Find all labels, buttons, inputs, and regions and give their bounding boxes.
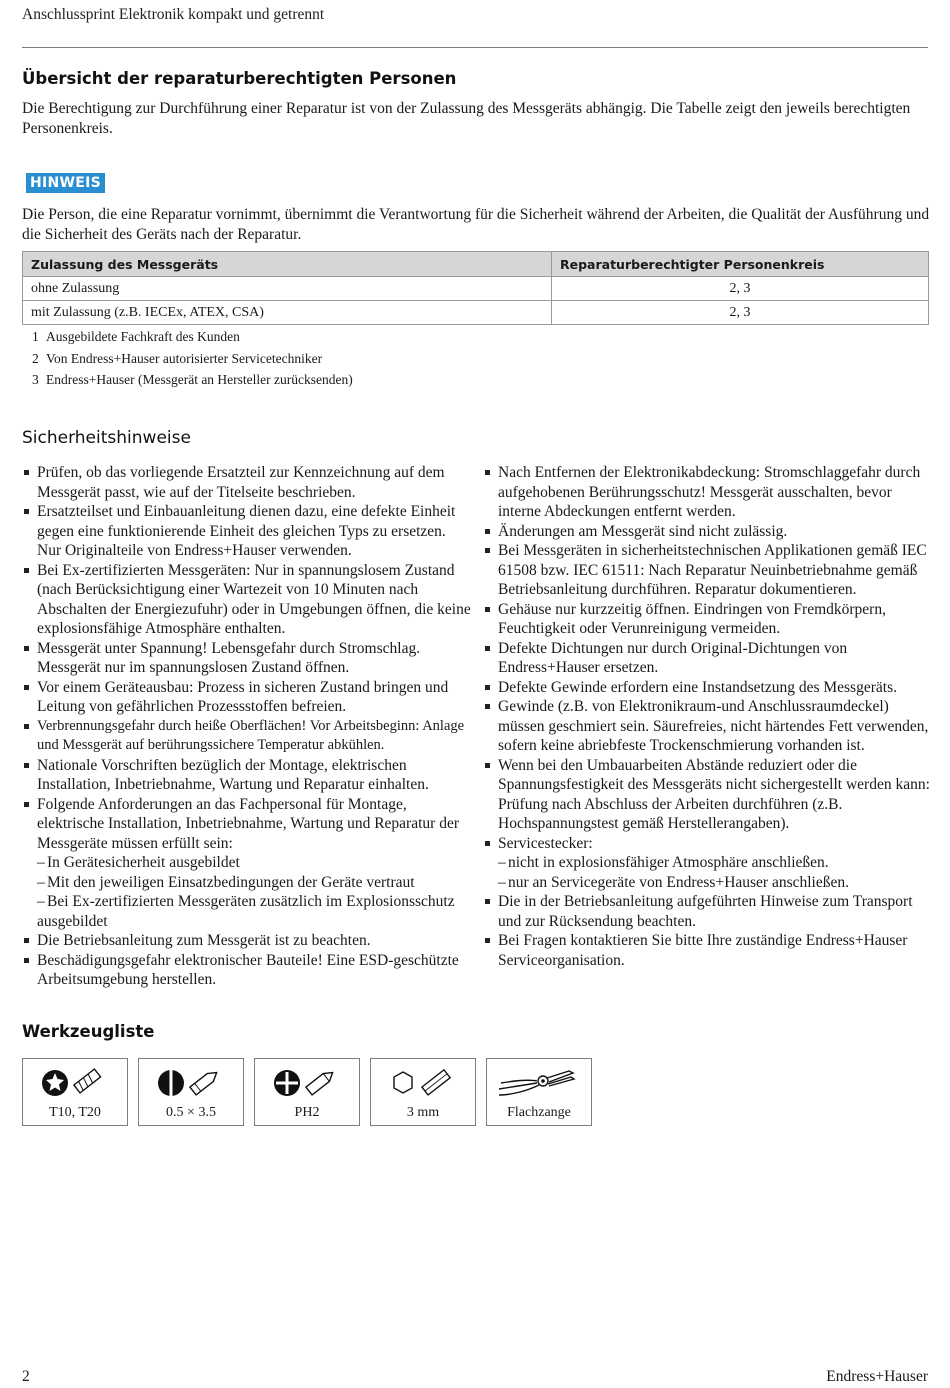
torx-screwdriver-icon xyxy=(33,1065,117,1101)
list-item: Servicestecker: – nicht in explosionsfähiger Atmosphäre anschließen. – nur an Servicegeräte von Endress+Hauser anschließen. xyxy=(483,834,933,893)
table-header-row xyxy=(23,252,929,277)
table-header-cell: Reparaturberechtigter Personenkreis xyxy=(552,252,929,277)
legend-item xyxy=(32,348,353,370)
tool-label: Flachzange xyxy=(507,1105,571,1120)
list-item: Messgerät unter Spannung! Lebensgefahr durch Stromschlag. Messgerät nur im spannungslosen Zustand öffnen. xyxy=(22,639,472,678)
list-item: Nationale Vorschriften bezüglich der Montage, elektrischen Installation, Inbetriebnahme, Wartung und Reparatur einhalten. xyxy=(22,756,472,795)
safety-list-left xyxy=(22,463,472,990)
legend-item xyxy=(32,326,353,348)
tool-slotted xyxy=(138,1058,244,1126)
list-item: Prüfen, ob das vorliegende Ersatzteil zur Kennzeichnung auf dem Messgerät passt, wie auf der Titelseite beschrieben. xyxy=(22,463,472,502)
safety-list-right xyxy=(483,463,933,970)
tool-phillips xyxy=(254,1058,360,1126)
tool-hex xyxy=(370,1058,476,1126)
sub-list-item: – Bei Ex-zertifizierten Messgeräten zusätzlich im Explosionsschutz ausgebildet xyxy=(37,893,455,930)
table-cell: ohne Zulassung xyxy=(23,277,552,301)
list-item: Ersatzteilset und Einbauanleitung dienen dazu, eine defekte Einheit gegen eine funktionierende Einheit des gleichen Typs zu ersetzen. Nur Originalteile von Endress+Hauser verwenden. xyxy=(22,502,472,561)
list-item: Bei Fragen kontaktieren Sie bitte Ihre zuständige Endress+Hauser Serviceorganisation. xyxy=(483,931,933,970)
list-item: Defekte Dichtungen nur durch Original-Dichtungen von Endress+Hauser ersetzen. xyxy=(483,639,933,678)
brand-footer: Endress+Hauser xyxy=(826,1368,928,1385)
list-item: Gehäuse nur kurzzeitig öffnen. Eindringen von Fremdkörpern, Feuchtigkeit oder Verunreinigung vermeiden. xyxy=(483,600,933,639)
header-divider xyxy=(22,47,928,48)
legend-number: 2 xyxy=(32,350,39,366)
tool-list xyxy=(22,1058,592,1126)
table-legend xyxy=(32,326,353,391)
list-item: Vor einem Geräteausbau: Prozess in sicheren Zustand bringen und Leitung von gefährlichen Prozessstoffen befreien. xyxy=(22,678,472,717)
sub-list-item: – Mit den jeweiligen Einsatzbedingungen der Geräte vertraut xyxy=(37,873,415,891)
list-item: Gewinde (z.B. von Elektronikraum-und Anschlussraumdeckel) müssen geschmiert sein. Säurefreies, nicht härtendes Fett verwenden, sofern keine abriebfeste Trockenschmierung vorhanden ist. xyxy=(483,697,933,756)
list-item: Nach Entfernen der Elektronikabdeckung: Stromschlaggefahr durch aufgehobenen Berührungsschutz! Messgerät ausschalten, bevor interne Abdeckungen entfernt werden. xyxy=(483,463,933,522)
repair-authorization-table xyxy=(22,251,929,325)
list-item: Wenn bei den Umbauarbeiten Abstände reduziert oder die Spannungsfestigkeit des Messgeräts nicht sichergestellt werden kann: Prüfung nach Abschluss der Arbeiten durchführen (z.B. Hochspannungstest gemäß Herstellerangaben). xyxy=(483,756,933,834)
tool-label: 3 mm xyxy=(406,1105,440,1120)
legend-item xyxy=(32,369,353,391)
list-item: Verbrennungsgefahr durch heiße Oberflächen! Vor Arbeitsbeginn: Anlage und Messgerät auf berührungssichere Temperatur abkühlen. xyxy=(22,717,472,756)
sub-list-item: – nur an Servicegeräte von Endress+Hauser anschließen. xyxy=(498,873,849,891)
legend-text: Ausgebildete Fachkraft des Kunden xyxy=(46,329,240,344)
tool-torx xyxy=(22,1058,128,1126)
flat-nose-pliers-icon xyxy=(497,1065,581,1101)
legend-text: Von Endress+Hauser autorisierter Servicetechniker xyxy=(46,350,323,366)
legend-number: 1 xyxy=(32,329,39,344)
table-cell: 2, 3 xyxy=(552,301,929,325)
notice-badge: HINWEIS xyxy=(26,173,105,193)
list-item: Bei Ex-zertifizierten Messgeräten: Nur in spannungslosem Zustand (nach Berücksichtigung einer Wartezeit von 10 Minuten nach Abschalten der Energiezufuhr) oder in Umgebungen öffnen, die keine explosionsfähige Atmosphäre enthalten. xyxy=(22,561,472,639)
list-item: Folgende Anforderungen an das Fachpersonal für Montage, elektrische Installation, Inbetriebnahme, Wartung und Reparatur der Messgeräte müssen erfüllt sein: – In Gerätesicherheit ausgebildet – Mit den jeweiligen Einsatzbedingungen der Geräte vertraut – Bei Ex-zertifizierten Messgeräten zusätzlich im Explosionsschutz ausgebildet xyxy=(22,795,472,932)
slotted-screwdriver-icon xyxy=(149,1065,233,1101)
phillips-screwdriver-icon xyxy=(265,1065,349,1101)
safety-heading: Sicherheitshinweise xyxy=(22,428,191,448)
tool-label: PH2 xyxy=(294,1105,320,1120)
table-row xyxy=(23,277,929,301)
notice-text: Die Person, die eine Reparatur vornimmt, übernimmt die Verantwortung für die Sicherheit während der Arbeiten, die Qualität der Ausführung und die Sicherheit des Geräts nach der Reparatur. xyxy=(22,206,930,243)
tool-pliers xyxy=(486,1058,592,1126)
tool-label: T10, T20 xyxy=(49,1105,101,1120)
list-item: Die Betriebsanleitung zum Messgerät ist zu beachten. xyxy=(22,931,472,951)
table-cell: 2, 3 xyxy=(552,277,929,301)
table-cell: mit Zulassung (z.B. IECEx, ATEX, CSA) xyxy=(23,301,552,325)
list-item: Defekte Gewinde erfordern eine Instandsetzung des Messgeräts. xyxy=(483,678,933,698)
tools-heading: Werkzeugliste xyxy=(22,1022,155,1041)
page-number: 2 xyxy=(22,1368,30,1385)
table-row xyxy=(23,301,929,325)
sub-list-item: – In Gerätesicherheit ausgebildet xyxy=(37,854,240,871)
header-title: Anschlussprint Elektronik kompakt und getrennt xyxy=(22,6,325,23)
legend-number: 3 xyxy=(32,372,39,387)
list-item: Änderungen am Messgerät sind nicht zulässig. xyxy=(483,522,933,542)
list-item: Die in der Betriebsanleitung aufgeführten Hinweise zum Transport und zur Rücksendung beachten. xyxy=(483,892,933,931)
hex-key-icon xyxy=(381,1065,465,1101)
legend-text: Endress+Hauser (Messgerät an Hersteller zurücksenden) xyxy=(46,372,353,387)
sub-list-item: – nicht in explosionsfähiger Atmosphäre anschließen. xyxy=(498,854,829,871)
overview-heading: Übersicht der reparaturberechtigten Personen xyxy=(22,69,457,88)
table-header-cell: Zulassung des Messgeräts xyxy=(23,252,552,277)
list-item: Beschädigungsgefahr elektronischer Bauteile! Eine ESD-geschützte Arbeitsumgebung herstellen. xyxy=(22,951,472,990)
overview-intro: Die Berechtigung zur Durchführung einer Reparatur ist von der Zulassung des Messgeräts abhängig. Die Tabelle zeigt den jeweils berechtigten Personenkreis. xyxy=(22,100,911,137)
list-item: Bei Messgeräten in sicherheitstechnischen Applikationen gemäß IEC 61508 bzw. IEC 61511: Nach Reparatur Neuinbetriebnahme gemäß Betriebsanleitung durchführen. Reparatur dokumentieren. xyxy=(483,541,933,600)
tool-label: 0.5 × 3.5 xyxy=(166,1105,216,1120)
